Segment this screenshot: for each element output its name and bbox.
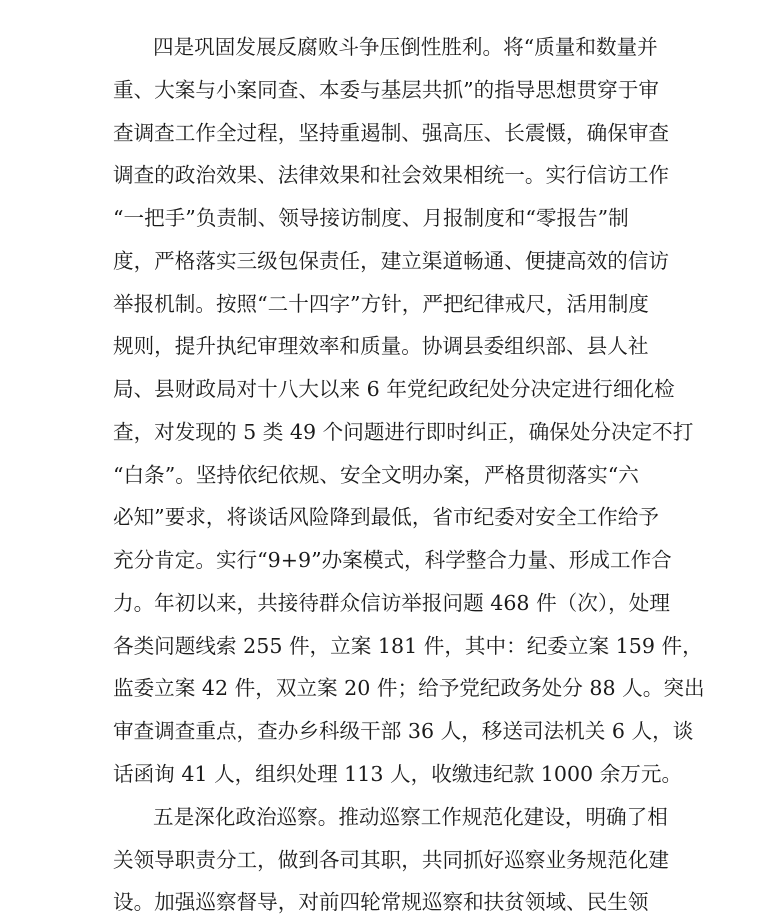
paragraph-line: 各类问题线索 255 件，立案 181 件，其中：纪委立案 159 件， [113, 634, 703, 658]
paragraph-line: 监委立案 42 件，双立案 20 件；给予党纪政务处分 88 人。突出 [113, 676, 705, 700]
paragraph-line: 必知”要求，将谈话风险降到最低，省市纪委对安全工作给予 [113, 505, 659, 529]
paragraph-line: 重、大案与小案同查、本委与基层共抓”的指导思想贯穿于审 [113, 78, 659, 102]
paragraph-line: 查，对发现的 5 类 49 个问题进行即时纠正，确保处分决定不打 [113, 420, 694, 444]
paragraph-line: 审查调查重点，查办乡科级干部 36 人，移送司法机关 6 人，谈 [113, 719, 694, 743]
paragraph-line: 四是巩固发展反腐败斗争压倒性胜利。将“质量和数量并 [153, 35, 658, 59]
paragraph-line: 局、县财政局对十八大以来 6 年党纪政纪处分决定进行细化检 [113, 377, 675, 401]
paragraph-line: 举报机制。按照“二十四字”方针，严把纪律戒尺，活用制度 [113, 292, 649, 316]
paragraph-line: “白条”。坚持依纪依规、安全文明办案，严格贯彻落实“六 [113, 463, 639, 487]
paragraph-line: 设。加强巡察督导，对前四轮常规巡察和扶贫领域、民生领 [113, 890, 649, 914]
paragraph-line: 度，严格落实三级包保责任，建立渠道畅通、便捷高效的信访 [113, 249, 670, 273]
paragraph-line: 规则，提升执纪审理效率和质量。协调县委组织部、县人社 [113, 334, 649, 358]
paragraph-line: 调查的政治效果、法律效果和社会效果相统一。实行信访工作 [113, 163, 670, 187]
paragraph-line: 话函询 41 人，组织处理 113 人，收缴违纪款 1000 余万元。 [113, 762, 683, 786]
paragraph-line: 查调查工作全过程，坚持重遏制、强高压、长震慑，确保审查 [113, 121, 670, 145]
paragraph-line: 关领导职责分工，做到各司其职，共同抓好巡察业务规范化建 [113, 848, 670, 872]
paragraph-line: 充分肯定。实行“9+9”办案模式，科学整合力量、形成工作合 [113, 548, 672, 572]
paragraph-line: “一把手”负责制、领导接访制度、月报制度和“零报告”制 [113, 206, 629, 230]
paragraph-line: 力。年初以来，共接待群众信访举报问题 468 件（次），处理 [113, 591, 670, 615]
paragraph-line: 五是深化政治巡察。推动巡察工作规范化建设，明确了相 [153, 805, 668, 829]
